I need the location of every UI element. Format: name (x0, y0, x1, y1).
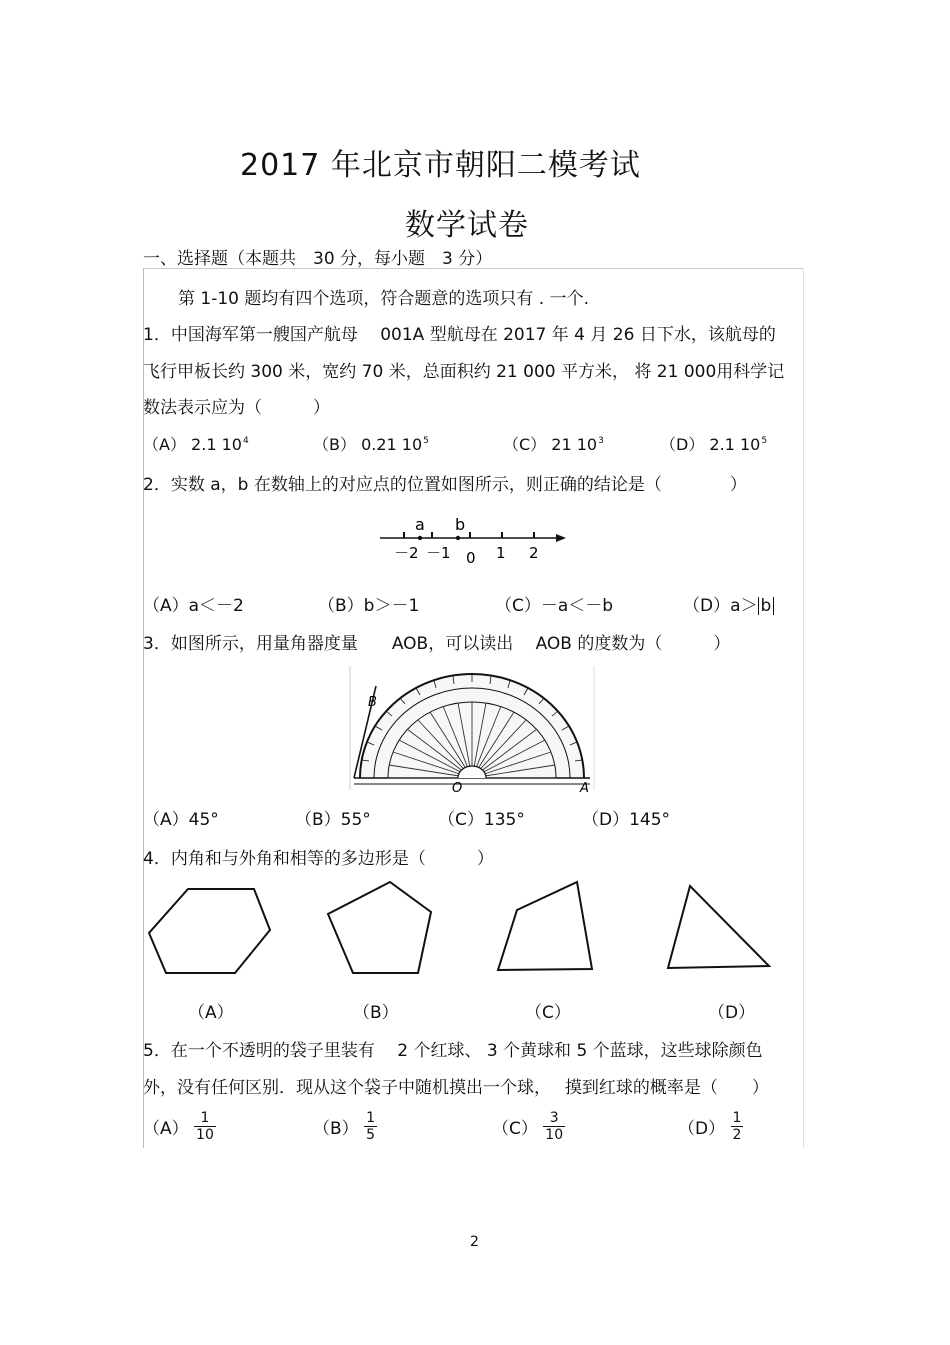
q2-stem: 2．实数 a，b 在数轴上的对应点的位置如图所示，则正确的结论是（ ） (143, 475, 747, 495)
polygon-figures (140, 872, 790, 984)
q1-line2: 飞行甲板长约 300 米，宽约 70 米，总面积约 21 000 平方米， 将 21 000用科学记 (143, 362, 785, 382)
option-base: 2.1 10 (191, 435, 242, 454)
label-minus2: －2 (394, 544, 419, 562)
q1-option-b (313, 432, 429, 455)
option-text: －a＜－b (540, 596, 614, 616)
triangle-shape (668, 886, 769, 968)
label-a: a (415, 515, 425, 534)
fraction-numerator: 3 (543, 1110, 565, 1127)
q5-option-d (678, 1110, 743, 1143)
label-two: 2 (529, 544, 539, 562)
option-text: 55° (340, 810, 371, 830)
option-exponent: 4 (242, 436, 249, 446)
option-text: 135° (483, 810, 525, 830)
q5-option-b (313, 1110, 377, 1143)
option-label: （B） (313, 1119, 359, 1139)
q3-option-c (438, 805, 525, 830)
q1-line1: 1．中国海军第一艘国产航母 001A 型航母在 2017 年 4 月 26 日下水，该航母的 (143, 325, 776, 345)
q5-line1: 5．在一个不透明的袋子里装有 2 个红球、 3 个黄球和 5 个蓝球，这些球除颜色 (143, 1041, 763, 1061)
q5-option-a (143, 1110, 216, 1143)
label-one: 1 (496, 544, 506, 562)
option-text: a＞ (730, 596, 758, 616)
option-label: （C） (438, 810, 484, 830)
option-label: （A） (143, 1119, 189, 1139)
pentagon-shape (328, 882, 431, 973)
q4-option-a: （A） (188, 1003, 234, 1023)
label-zero: 0 (466, 549, 476, 567)
fraction-numerator: 1 (194, 1110, 216, 1127)
fraction-denominator: 5 (366, 1127, 375, 1143)
option-label: （D） (660, 435, 705, 454)
fraction-numerator: 1 (732, 1110, 742, 1126)
exam-subtitle: 数学试卷 (405, 208, 529, 243)
fraction (194, 1110, 216, 1143)
option-text: 45° (188, 810, 219, 830)
option-exponent: 5 (423, 436, 429, 446)
fraction (543, 1110, 565, 1143)
q1-line3: 数法表示应为（ ） (143, 398, 330, 418)
option-label: （C） (492, 1119, 538, 1139)
option-base: 0.21 10 (361, 435, 423, 454)
option-label: （A） (143, 810, 189, 830)
option-label: （D） (678, 1119, 726, 1139)
q4-stem: 4．内角和与外角和相等的多边形是（ ） (143, 849, 494, 869)
instruction-text: 第 1-10 题均有四个选项，符合题意的选项只有 . 一个. (178, 289, 590, 309)
option-label: （D） (683, 596, 731, 616)
q3-stem: 3．如图所示，用量角器度量 AOB，可以读出 AOB 的度数为（ ） (143, 634, 731, 654)
hexagon-shape (149, 889, 270, 973)
fraction (731, 1110, 744, 1143)
exam-title: 2017 年北京市朝阳二模考试 (240, 148, 641, 183)
label-minus1: －1 (426, 544, 451, 562)
option-label: （A） (143, 596, 189, 616)
q2-option-c (495, 591, 613, 616)
q4-option-b: （B） (353, 1003, 399, 1023)
q4-option-d: （D） (708, 1003, 756, 1023)
option-label: （B） (295, 810, 341, 830)
q2-option-d (683, 591, 774, 616)
q3-option-d (582, 805, 670, 830)
q4-option-c: （C） (525, 1003, 571, 1023)
q5-line2: 外，没有任何区别．现从这个袋子中随机摸出一个球， 摸到红球的概率是（ ） (143, 1078, 769, 1098)
number-line-figure (370, 510, 580, 570)
page-number: 2 (470, 1234, 479, 1250)
option-exponent: 5 (761, 436, 768, 446)
q1-option-a (143, 432, 249, 455)
q3-option-a (143, 805, 219, 830)
label-b: b (455, 515, 466, 534)
q1-option-c (503, 432, 604, 455)
content-frame-right (803, 268, 804, 1148)
label-point-b: B (368, 695, 377, 710)
section-heading: 一、选择题（本题共 30 分，每小题 3 分） (143, 249, 493, 269)
option-text: 145° (629, 810, 671, 830)
option-label: （A） (143, 435, 186, 454)
fraction (364, 1110, 377, 1143)
protractor-figure (348, 662, 596, 792)
quadrilateral-shape (498, 882, 592, 970)
absolute-value: b (758, 597, 775, 615)
q3-option-b (295, 805, 371, 830)
fraction-denominator: 10 (196, 1127, 214, 1143)
option-label: （C） (503, 435, 547, 454)
option-label: （B） (318, 596, 364, 616)
label-point-a: A (580, 781, 589, 792)
option-text: a＜－2 (188, 596, 244, 616)
number-line-arrow (556, 534, 566, 542)
option-exponent: 3 (598, 436, 604, 446)
fraction-denominator: 2 (732, 1127, 742, 1143)
fraction-denominator: 10 (545, 1127, 564, 1143)
option-text: b＞－1 (363, 596, 420, 616)
option-label: （D） (582, 810, 630, 830)
q2-option-b (318, 591, 419, 616)
point-a (418, 536, 422, 540)
q1-option-d (660, 432, 767, 455)
q2-option-a (143, 591, 244, 616)
q5-option-c (492, 1110, 565, 1143)
point-b (456, 536, 460, 540)
option-base: 2.1 10 (709, 435, 761, 454)
option-label: （B） (313, 435, 356, 454)
option-base: 21 10 (551, 435, 598, 454)
label-point-o: O (452, 781, 463, 792)
option-label: （C） (495, 596, 541, 616)
fraction-numerator: 1 (366, 1110, 375, 1126)
